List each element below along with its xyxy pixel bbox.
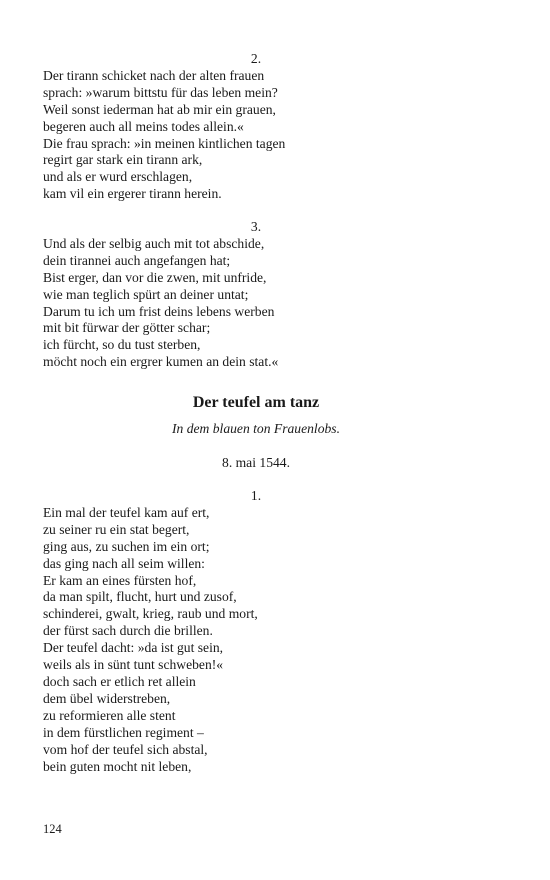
verse-line: mit bit fürwar der götter schar;	[43, 320, 211, 336]
stanza-2	[43, 51, 483, 203]
verse-line: vom hof der teufel sich abstal,	[43, 741, 208, 757]
verse-line: Und als der selbig auch mit tot abschide,	[43, 235, 265, 251]
verse-line: doch sach er etlich ret allein	[43, 673, 196, 689]
poem-subtitle: In dem blauen ton Frauenlobs.	[171, 421, 340, 436]
verse-line: sprach: »warum bittstu für das leben mein?	[43, 84, 278, 100]
verse-line: Der teufel dacht: »da ist gut sein,	[43, 640, 224, 656]
verse-line: Bist erger, dan vor die zwen, mit unfride,	[43, 269, 267, 285]
verse-line: regirt gar stark ein tirann ark,	[43, 152, 203, 168]
verse-line: kam vil ein ergerer tirann herein.	[43, 186, 222, 202]
verse-line: dein tirannei auch angefangen hat;	[43, 252, 231, 268]
verse-line: Er kam an eines fürsten hof,	[43, 572, 197, 588]
verse-line: zu reformieren alle stent	[43, 707, 176, 723]
verse-line: Darum tu ich um frist deins lebens werben	[43, 303, 275, 319]
verse-line: begeren auch all meins todes allein.«	[43, 118, 244, 134]
verse-line: Weil sonst iederman hat ab mir ein grauen,	[43, 101, 276, 117]
verse-line: dem übel widerstreben,	[43, 690, 171, 706]
stanza-number: 1.	[250, 488, 262, 503]
verse-line: möcht noch ein ergrer kumen an dein stat.«	[43, 354, 279, 370]
poem-title: Der teufel am tanz	[192, 394, 320, 411]
stanza-number: 2.	[250, 51, 262, 66]
verse-line: bein guten mocht nit leben,	[43, 758, 192, 774]
verse-line: wie man teglich spürt an deiner untat;	[43, 286, 249, 302]
stanza-1	[43, 488, 483, 775]
stanza-3	[43, 219, 483, 371]
stanza-number: 3.	[250, 219, 262, 234]
verse-line: ging aus, zu suchen im ein ort;	[43, 538, 210, 554]
verse-line: da man spilt, flucht, hurt und zusof,	[43, 589, 237, 605]
verse-line: der fürst sach durch die brillen.	[43, 623, 213, 639]
verse-line: Der tirann schicket nach der alten frauen	[43, 67, 265, 83]
verse-line: in dem fürstlichen regiment –	[43, 724, 204, 740]
verse-line: Ein mal der teufel kam auf ert,	[43, 504, 210, 520]
poem-date: 8. mai 1544.	[222, 455, 290, 470]
verse-line: Die frau sprach: »in meinen kintlichen tagen	[43, 135, 286, 151]
verse-line: zu seiner ru ein stat begert,	[43, 521, 190, 537]
verse-line: das ging nach all seim willen:	[43, 555, 205, 571]
verse-line: schinderei, gwalt, krieg, raub und mort,	[43, 606, 258, 622]
verse-line: weils als in sünt tunt schweben!«	[43, 657, 224, 673]
page-number: 124	[43, 822, 62, 836]
verse-line: ich fürcht, so du tust sterben,	[43, 337, 201, 353]
verse-line: und als er wurd erschlagen,	[43, 169, 193, 185]
